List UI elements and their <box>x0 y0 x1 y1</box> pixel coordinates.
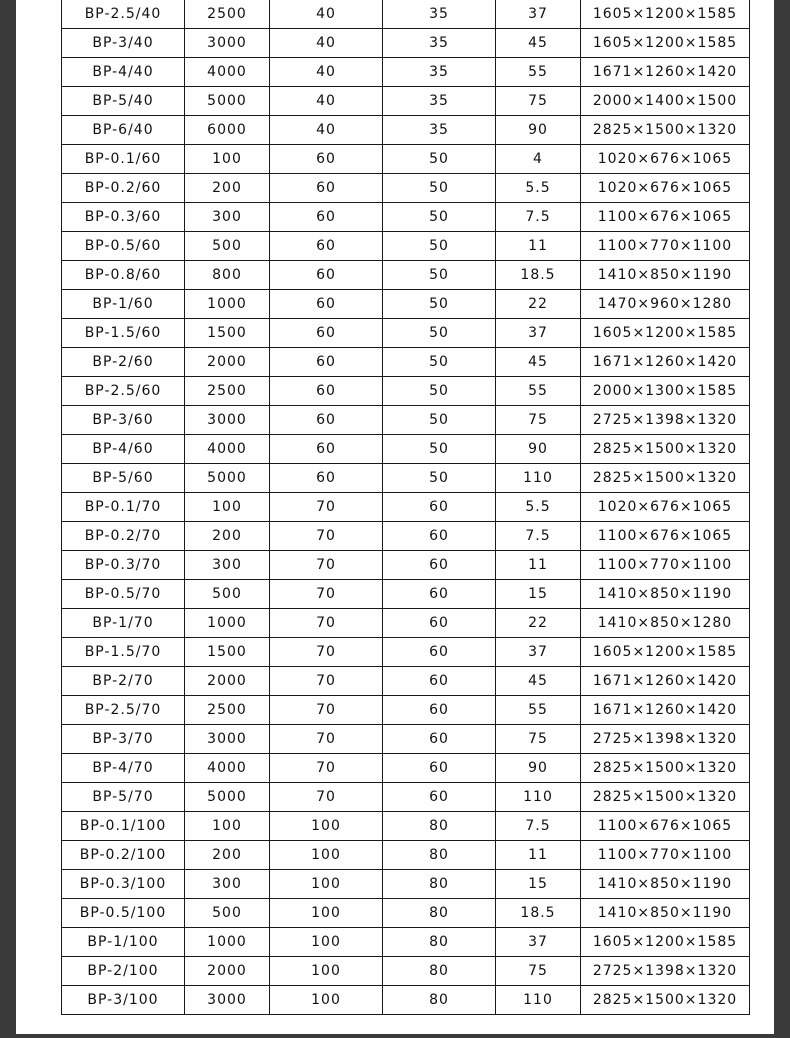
dimensions-cell: 1671×1260×1420 <box>581 667 750 696</box>
power-cell: 22 <box>496 290 581 319</box>
table-row <box>62 870 750 899</box>
temperature-cell: 60 <box>383 493 496 522</box>
pressure-cell: 60 <box>270 348 383 377</box>
model-cell: BP-2/70 <box>62 667 185 696</box>
table-row <box>62 406 750 435</box>
table-row <box>62 928 750 957</box>
model-cell: BP-4/70 <box>62 754 185 783</box>
temperature-cell: 50 <box>383 406 496 435</box>
table-row <box>62 812 750 841</box>
table-row <box>62 986 750 1015</box>
pressure-cell: 60 <box>270 464 383 493</box>
table-row <box>62 638 750 667</box>
pressure-cell: 70 <box>270 522 383 551</box>
temperature-cell: 80 <box>383 899 496 928</box>
power-cell: 5.5 <box>496 174 581 203</box>
pressure-cell: 60 <box>270 319 383 348</box>
dimensions-cell: 1020×676×1065 <box>581 174 750 203</box>
pressure-cell: 100 <box>270 812 383 841</box>
capacity-cell: 3000 <box>185 986 270 1015</box>
table-row <box>62 203 750 232</box>
table-row <box>62 232 750 261</box>
temperature-cell: 50 <box>383 464 496 493</box>
dimensions-cell: 1605×1200×1585 <box>581 638 750 667</box>
pressure-cell: 60 <box>270 435 383 464</box>
power-cell: 110 <box>496 783 581 812</box>
power-cell: 22 <box>496 609 581 638</box>
capacity-cell: 1000 <box>185 290 270 319</box>
table-row <box>62 319 750 348</box>
power-cell: 55 <box>496 377 581 406</box>
power-cell: 90 <box>496 435 581 464</box>
capacity-cell: 200 <box>185 841 270 870</box>
capacity-cell: 2500 <box>185 696 270 725</box>
capacity-cell: 100 <box>185 812 270 841</box>
model-cell: BP-0.2/100 <box>62 841 185 870</box>
table-row <box>62 696 750 725</box>
model-cell: BP-0.1/70 <box>62 493 185 522</box>
power-cell: 90 <box>496 754 581 783</box>
temperature-cell: 60 <box>383 696 496 725</box>
capacity-cell: 500 <box>185 232 270 261</box>
power-cell: 37 <box>496 638 581 667</box>
dimensions-cell: 2725×1398×1320 <box>581 406 750 435</box>
power-cell: 75 <box>496 725 581 754</box>
capacity-cell: 1500 <box>185 319 270 348</box>
temperature-cell: 80 <box>383 812 496 841</box>
table-row <box>62 116 750 145</box>
power-cell: 37 <box>496 319 581 348</box>
pressure-cell: 100 <box>270 899 383 928</box>
pressure-cell: 70 <box>270 696 383 725</box>
temperature-cell: 50 <box>383 203 496 232</box>
capacity-cell: 4000 <box>185 435 270 464</box>
temperature-cell: 50 <box>383 174 496 203</box>
power-cell: 55 <box>496 58 581 87</box>
dimensions-cell: 2825×1500×1320 <box>581 754 750 783</box>
dimensions-cell: 1605×1200×1585 <box>581 319 750 348</box>
model-cell: BP-0.5/70 <box>62 580 185 609</box>
temperature-cell: 60 <box>383 609 496 638</box>
temperature-cell: 80 <box>383 928 496 957</box>
power-cell: 7.5 <box>496 812 581 841</box>
temperature-cell: 60 <box>383 783 496 812</box>
table-row <box>62 145 750 174</box>
power-cell: 45 <box>496 667 581 696</box>
dimensions-cell: 1100×770×1100 <box>581 841 750 870</box>
table-row <box>62 783 750 812</box>
capacity-cell: 5000 <box>185 87 270 116</box>
pressure-cell: 100 <box>270 986 383 1015</box>
dimensions-cell: 1410×850×1190 <box>581 580 750 609</box>
temperature-cell: 60 <box>383 638 496 667</box>
capacity-cell: 2500 <box>185 377 270 406</box>
table-row <box>62 493 750 522</box>
capacity-cell: 300 <box>185 870 270 899</box>
model-cell: BP-0.5/60 <box>62 232 185 261</box>
model-cell: BP-0.1/60 <box>62 145 185 174</box>
temperature-cell: 35 <box>383 29 496 58</box>
dimensions-cell: 1671×1260×1420 <box>581 348 750 377</box>
table-row <box>62 348 750 377</box>
temperature-cell: 35 <box>383 58 496 87</box>
dimensions-cell: 1410×850×1190 <box>581 261 750 290</box>
power-cell: 75 <box>496 957 581 986</box>
model-cell: BP-0.1/100 <box>62 812 185 841</box>
capacity-cell: 2500 <box>185 0 270 29</box>
dimensions-cell: 2000×1300×1585 <box>581 377 750 406</box>
power-cell: 75 <box>496 406 581 435</box>
spec-table-body <box>62 0 750 1015</box>
model-cell: BP-0.3/60 <box>62 203 185 232</box>
power-cell: 15 <box>496 870 581 899</box>
temperature-cell: 35 <box>383 87 496 116</box>
document-page <box>16 0 774 1034</box>
model-cell: BP-3/70 <box>62 725 185 754</box>
power-cell: 11 <box>496 232 581 261</box>
model-cell: BP-0.2/60 <box>62 174 185 203</box>
temperature-cell: 80 <box>383 870 496 899</box>
pressure-cell: 60 <box>270 290 383 319</box>
pressure-cell: 60 <box>270 406 383 435</box>
pressure-cell: 40 <box>270 29 383 58</box>
model-cell: BP-0.3/70 <box>62 551 185 580</box>
table-row <box>62 0 750 29</box>
capacity-cell: 2000 <box>185 667 270 696</box>
temperature-cell: 50 <box>383 290 496 319</box>
pressure-cell: 60 <box>270 203 383 232</box>
pressure-cell: 70 <box>270 667 383 696</box>
table-row <box>62 29 750 58</box>
model-cell: BP-2.5/60 <box>62 377 185 406</box>
table-row <box>62 464 750 493</box>
table-row <box>62 174 750 203</box>
model-cell: BP-1/60 <box>62 290 185 319</box>
temperature-cell: 60 <box>383 725 496 754</box>
model-cell: BP-0.8/60 <box>62 261 185 290</box>
power-cell: 110 <box>496 986 581 1015</box>
pressure-cell: 70 <box>270 725 383 754</box>
power-cell: 11 <box>496 551 581 580</box>
table-row <box>62 435 750 464</box>
capacity-cell: 300 <box>185 203 270 232</box>
pressure-cell: 100 <box>270 870 383 899</box>
temperature-cell: 35 <box>383 0 496 29</box>
dimensions-cell: 1605×1200×1585 <box>581 928 750 957</box>
power-cell: 90 <box>496 116 581 145</box>
model-cell: BP-3/40 <box>62 29 185 58</box>
power-cell: 18.5 <box>496 899 581 928</box>
dimensions-cell: 1100×676×1065 <box>581 203 750 232</box>
pressure-cell: 70 <box>270 609 383 638</box>
capacity-cell: 2000 <box>185 957 270 986</box>
table-row <box>62 667 750 696</box>
dimensions-cell: 2825×1500×1320 <box>581 116 750 145</box>
power-cell: 7.5 <box>496 203 581 232</box>
capacity-cell: 200 <box>185 522 270 551</box>
capacity-cell: 1500 <box>185 638 270 667</box>
model-cell: BP-0.2/70 <box>62 522 185 551</box>
temperature-cell: 50 <box>383 319 496 348</box>
model-cell: BP-2.5/70 <box>62 696 185 725</box>
capacity-cell: 500 <box>185 899 270 928</box>
temperature-cell: 80 <box>383 986 496 1015</box>
pressure-cell: 70 <box>270 580 383 609</box>
capacity-cell: 800 <box>185 261 270 290</box>
power-cell: 37 <box>496 0 581 29</box>
model-cell: BP-1.5/60 <box>62 319 185 348</box>
dimensions-cell: 1020×676×1065 <box>581 145 750 174</box>
pressure-cell: 60 <box>270 377 383 406</box>
temperature-cell: 50 <box>383 435 496 464</box>
temperature-cell: 80 <box>383 957 496 986</box>
power-cell: 4 <box>496 145 581 174</box>
power-cell: 45 <box>496 348 581 377</box>
pressure-cell: 60 <box>270 174 383 203</box>
model-cell: BP-3/60 <box>62 406 185 435</box>
pressure-cell: 100 <box>270 841 383 870</box>
capacity-cell: 5000 <box>185 783 270 812</box>
temperature-cell: 50 <box>383 145 496 174</box>
pressure-cell: 70 <box>270 551 383 580</box>
temperature-cell: 35 <box>383 116 496 145</box>
pressure-cell: 60 <box>270 232 383 261</box>
power-cell: 37 <box>496 928 581 957</box>
model-cell: BP-4/40 <box>62 58 185 87</box>
capacity-cell: 4000 <box>185 58 270 87</box>
dimensions-cell: 1605×1200×1585 <box>581 0 750 29</box>
capacity-cell: 200 <box>185 174 270 203</box>
power-cell: 75 <box>496 87 581 116</box>
dimensions-cell: 1671×1260×1420 <box>581 58 750 87</box>
power-cell: 5.5 <box>496 493 581 522</box>
dimensions-cell: 1671×1260×1420 <box>581 696 750 725</box>
pressure-cell: 70 <box>270 783 383 812</box>
dimensions-cell: 1100×770×1100 <box>581 551 750 580</box>
temperature-cell: 60 <box>383 667 496 696</box>
pressure-cell: 60 <box>270 261 383 290</box>
model-cell: BP-6/40 <box>62 116 185 145</box>
pressure-cell: 70 <box>270 638 383 667</box>
capacity-cell: 300 <box>185 551 270 580</box>
capacity-cell: 3000 <box>185 725 270 754</box>
dimensions-cell: 2825×1500×1320 <box>581 986 750 1015</box>
dimensions-cell: 1470×960×1280 <box>581 290 750 319</box>
power-cell: 110 <box>496 464 581 493</box>
table-row <box>62 551 750 580</box>
pressure-cell: 60 <box>270 145 383 174</box>
table-row <box>62 899 750 928</box>
dimensions-cell: 2825×1500×1320 <box>581 783 750 812</box>
capacity-cell: 1000 <box>185 609 270 638</box>
dimensions-cell: 1410×850×1280 <box>581 609 750 638</box>
table-row <box>62 290 750 319</box>
table-row <box>62 609 750 638</box>
temperature-cell: 50 <box>383 377 496 406</box>
pressure-cell: 100 <box>270 957 383 986</box>
table-row <box>62 58 750 87</box>
model-cell: BP-2.5/40 <box>62 0 185 29</box>
model-cell: BP-5/70 <box>62 783 185 812</box>
power-cell: 18.5 <box>496 261 581 290</box>
temperature-cell: 50 <box>383 261 496 290</box>
power-cell: 45 <box>496 29 581 58</box>
model-cell: BP-0.3/100 <box>62 870 185 899</box>
dimensions-cell: 2825×1500×1320 <box>581 464 750 493</box>
dimensions-cell: 2825×1500×1320 <box>581 435 750 464</box>
temperature-cell: 60 <box>383 522 496 551</box>
dimensions-cell: 2725×1398×1320 <box>581 957 750 986</box>
capacity-cell: 4000 <box>185 754 270 783</box>
table-row <box>62 87 750 116</box>
table-row <box>62 522 750 551</box>
dimensions-cell: 1605×1200×1585 <box>581 29 750 58</box>
pressure-cell: 70 <box>270 493 383 522</box>
model-cell: BP-3/100 <box>62 986 185 1015</box>
capacity-cell: 100 <box>185 493 270 522</box>
pressure-cell: 40 <box>270 116 383 145</box>
dimensions-cell: 1410×850×1190 <box>581 899 750 928</box>
table-row <box>62 754 750 783</box>
power-cell: 11 <box>496 841 581 870</box>
capacity-cell: 1000 <box>185 928 270 957</box>
dimensions-cell: 1100×770×1100 <box>581 232 750 261</box>
capacity-cell: 3000 <box>185 29 270 58</box>
model-cell: BP-5/40 <box>62 87 185 116</box>
pressure-cell: 70 <box>270 754 383 783</box>
model-cell: BP-4/60 <box>62 435 185 464</box>
power-cell: 7.5 <box>496 522 581 551</box>
spec-table <box>61 0 750 1015</box>
dimensions-cell: 2000×1400×1500 <box>581 87 750 116</box>
capacity-cell: 3000 <box>185 406 270 435</box>
model-cell: BP-5/60 <box>62 464 185 493</box>
capacity-cell: 2000 <box>185 348 270 377</box>
model-cell: BP-1.5/70 <box>62 638 185 667</box>
capacity-cell: 100 <box>185 145 270 174</box>
table-row <box>62 841 750 870</box>
dimensions-cell: 2725×1398×1320 <box>581 725 750 754</box>
capacity-cell: 500 <box>185 580 270 609</box>
model-cell: BP-2/60 <box>62 348 185 377</box>
table-row <box>62 261 750 290</box>
table-row <box>62 580 750 609</box>
temperature-cell: 60 <box>383 580 496 609</box>
pressure-cell: 40 <box>270 0 383 29</box>
pressure-cell: 40 <box>270 87 383 116</box>
power-cell: 15 <box>496 580 581 609</box>
temperature-cell: 80 <box>383 841 496 870</box>
temperature-cell: 50 <box>383 348 496 377</box>
table-row <box>62 377 750 406</box>
temperature-cell: 60 <box>383 754 496 783</box>
table-row <box>62 957 750 986</box>
power-cell: 55 <box>496 696 581 725</box>
capacity-cell: 5000 <box>185 464 270 493</box>
pressure-cell: 40 <box>270 58 383 87</box>
dimensions-cell: 1410×850×1190 <box>581 870 750 899</box>
dimensions-cell: 1020×676×1065 <box>581 493 750 522</box>
model-cell: BP-0.5/100 <box>62 899 185 928</box>
table-row <box>62 725 750 754</box>
temperature-cell: 50 <box>383 232 496 261</box>
capacity-cell: 6000 <box>185 116 270 145</box>
model-cell: BP-1/70 <box>62 609 185 638</box>
pressure-cell: 100 <box>270 928 383 957</box>
model-cell: BP-2/100 <box>62 957 185 986</box>
dimensions-cell: 1100×676×1065 <box>581 812 750 841</box>
temperature-cell: 60 <box>383 551 496 580</box>
model-cell: BP-1/100 <box>62 928 185 957</box>
dimensions-cell: 1100×676×1065 <box>581 522 750 551</box>
